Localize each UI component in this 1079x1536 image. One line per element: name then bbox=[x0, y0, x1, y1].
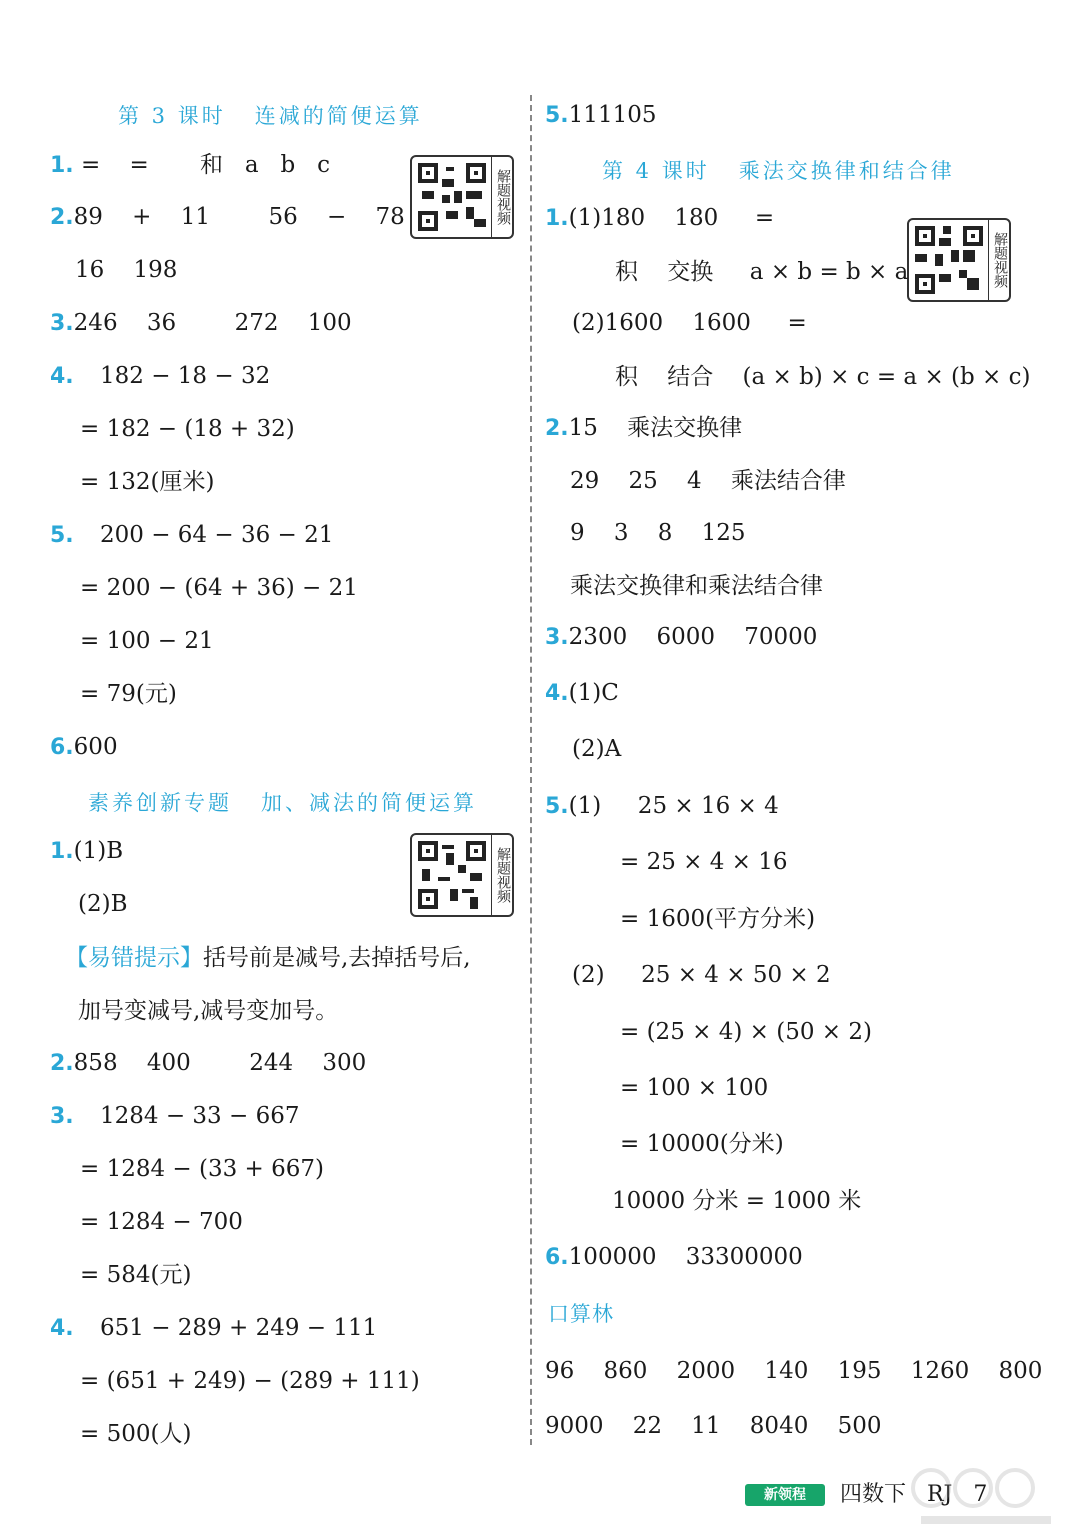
section-title-mental-math: 口算林 bbox=[548, 1302, 614, 1326]
equation-line: (2) 25 × 4 × 50 × 2 bbox=[572, 962, 831, 988]
answer-text: (1)C bbox=[568, 680, 619, 706]
equation-line: = 1284 − 700 bbox=[80, 1209, 243, 1235]
equation-line: = 1600(平方分米) bbox=[620, 906, 816, 932]
answer-text: = = 和 a b c bbox=[80, 152, 331, 178]
question-number: 1. bbox=[50, 153, 74, 178]
question-number: 5. bbox=[50, 523, 74, 548]
equation-line: = 100 − 21 bbox=[80, 628, 214, 654]
section-title-lesson-4: 第 4 课时 乘法交换律和结合律 bbox=[602, 159, 955, 183]
equation-line: = 500(人) bbox=[80, 1421, 192, 1447]
answer-text: 16 198 bbox=[75, 257, 178, 283]
equation-line: 10000 分米 = 1000 米 bbox=[612, 1188, 862, 1214]
answer-text: 858 400 244 300 bbox=[73, 1050, 367, 1076]
question-number: 3. bbox=[50, 1104, 74, 1129]
equation-line: 182 − 18 − 32 bbox=[100, 363, 271, 389]
answer-text: 9000 22 11 8040 500 bbox=[545, 1413, 882, 1439]
equation-line: 651 − 289 + 249 − 111 bbox=[100, 1315, 378, 1341]
equation-line: (1) 25 × 16 × 4 bbox=[568, 793, 779, 819]
question-number: 2. bbox=[50, 1051, 74, 1076]
column-divider bbox=[530, 95, 532, 1445]
answer-text: 100000 33300000 bbox=[568, 1244, 803, 1270]
answer-text: (1)180 180 = bbox=[568, 205, 775, 231]
equation-line: 1284 − 33 − 667 bbox=[100, 1103, 300, 1129]
answer-text: 600 bbox=[73, 734, 118, 760]
equation-line: = 25 × 4 × 16 bbox=[620, 849, 788, 875]
tip-text: 括号前是减号,去掉括号后, bbox=[203, 945, 471, 971]
equation-line: = 10000(分米) bbox=[620, 1131, 784, 1157]
section-title-lesson-3: 第 3 课时 连减的简便运算 bbox=[118, 104, 423, 128]
page-label: 四数下 RJ 7 bbox=[840, 1482, 988, 1507]
question-number: 3. bbox=[50, 311, 74, 336]
answer-text: (2)B bbox=[78, 891, 128, 917]
equation-line: = 584(元) bbox=[80, 1262, 192, 1288]
answer-text: 246 36 272 100 bbox=[73, 310, 352, 336]
answer-text: 积 交换 a × b = b × a bbox=[615, 259, 909, 285]
answer-text: (2)1600 1600 = bbox=[572, 310, 807, 336]
question-number: 2. bbox=[545, 416, 569, 441]
question-number: 6. bbox=[50, 735, 74, 760]
answer-text: 9 3 8 125 bbox=[570, 520, 746, 546]
qr-code-icon bbox=[418, 841, 486, 909]
answer-text: 29 25 4 乘法结合律 bbox=[570, 468, 846, 494]
question-number: 5. bbox=[545, 794, 569, 819]
equation-line: = 182 − (18 + 32) bbox=[80, 416, 295, 442]
question-number: 3. bbox=[545, 625, 569, 650]
question-number: 5. bbox=[545, 103, 569, 128]
answer-text: (1)B bbox=[73, 838, 124, 864]
watermark-logo-icon bbox=[901, 1460, 1071, 1530]
answer-text: 乘法交换律和乘法结合律 bbox=[570, 573, 823, 599]
qr-label: 解题视频 bbox=[491, 835, 512, 915]
qr-label: 解题视频 bbox=[491, 157, 512, 237]
qr-code-icon bbox=[418, 163, 486, 231]
qr-code-icon bbox=[915, 226, 983, 294]
question-number: 1. bbox=[50, 839, 74, 864]
question-number: 4. bbox=[50, 1316, 74, 1341]
answer-text: 111105 bbox=[568, 102, 657, 128]
question-number: 2. bbox=[50, 205, 74, 230]
qr-code-video-3[interactable] bbox=[907, 218, 1011, 302]
equation-line: = 100 × 100 bbox=[620, 1075, 769, 1101]
answer-text: 2300 6000 70000 bbox=[568, 624, 818, 650]
equation-line: 200 − 64 − 36 − 21 bbox=[100, 522, 334, 548]
equation-line: = 200 − (64 + 36) − 21 bbox=[80, 575, 358, 601]
brand-badge: 新领程 bbox=[745, 1484, 825, 1506]
question-number: 4. bbox=[545, 681, 569, 706]
qr-code-video-1[interactable] bbox=[410, 155, 514, 239]
equation-line: = 79(元) bbox=[80, 681, 177, 707]
question-number: 6. bbox=[545, 1245, 569, 1270]
question-number: 4. bbox=[50, 364, 74, 389]
equation-line: = (25 × 4) × (50 × 2) bbox=[620, 1019, 872, 1045]
tip-text: 加号变减号,减号变加号。 bbox=[78, 998, 339, 1024]
tip-label: 【易错提示】 bbox=[65, 945, 203, 971]
answer-text: 89 + 11 56 − 78 bbox=[73, 204, 405, 230]
answer-text: 积 结合 (a × b) × c = a × (b × c) bbox=[615, 364, 1031, 390]
answer-text: 15 乘法交换律 bbox=[568, 415, 743, 441]
question-number: 1. bbox=[545, 206, 569, 231]
qr-label: 解题视频 bbox=[988, 220, 1009, 300]
equation-line: = 132(厘米) bbox=[80, 469, 215, 495]
equation-line: = 1284 − (33 + 667) bbox=[80, 1156, 325, 1182]
answer-text: 96 860 2000 140 195 1260 800 bbox=[545, 1358, 1043, 1384]
equation-line: = (651 + 249) − (289 + 111) bbox=[80, 1368, 420, 1394]
answer-text: (2)A bbox=[572, 736, 622, 762]
section-title-special-topic: 素养创新专题 加、减法的简便运算 bbox=[88, 791, 478, 815]
qr-code-video-2[interactable] bbox=[410, 833, 514, 917]
